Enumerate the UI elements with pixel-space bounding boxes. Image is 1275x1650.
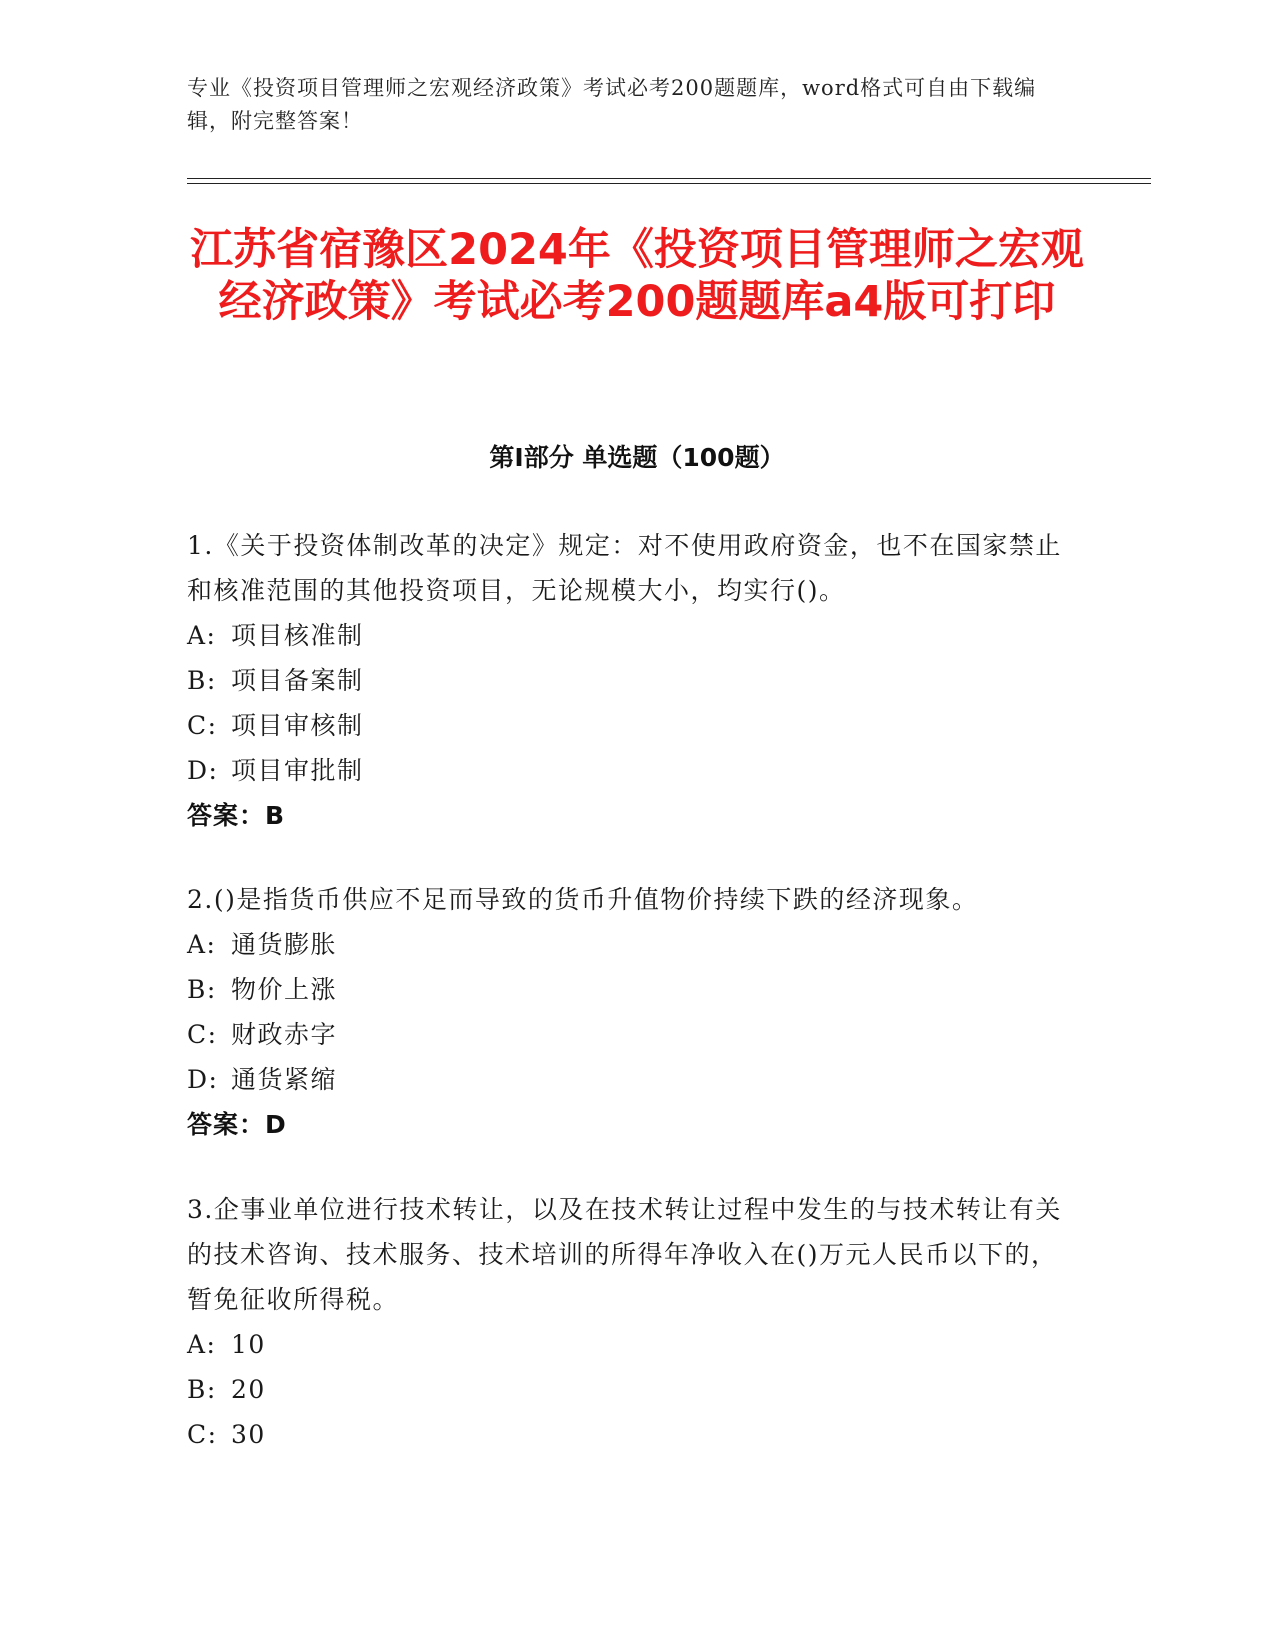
- option-d: [187, 748, 1067, 793]
- option-a: [187, 1322, 1067, 1367]
- option-b: [187, 1367, 1067, 1412]
- question-stem: 3.企事业单位进行技术转让，以及在技术转让过程中发生的与技术转让有关的技术咨询、技术服务、技术培训的所得年净收入在()万元人民币以下的，暂免征收所得税。: [187, 1195, 1062, 1314]
- question-stem: 2.()是指货币供应不足而导致的货币升值物价持续下跌的经济现象。: [187, 885, 979, 914]
- option-text: 10: [231, 1330, 266, 1359]
- option-b: [187, 658, 1067, 703]
- option-a: [187, 613, 1067, 658]
- answer-label: 答案：: [187, 1110, 266, 1139]
- option-c: [187, 1012, 1067, 1057]
- answer-value: B: [265, 801, 286, 830]
- option-c: [187, 1412, 1067, 1457]
- question-2: [187, 877, 1067, 1147]
- header-divider-top: [187, 178, 1151, 179]
- option-b: [187, 967, 1067, 1012]
- option-text: 项目审核制: [231, 711, 364, 740]
- document-title: 江苏省宿豫区2024年《投资项目管理师之宏观经济政策》考试必考200题题库a4版可打印: [190, 225, 1084, 327]
- option-text: 项目审批制: [231, 756, 364, 785]
- option-d: [187, 1057, 1067, 1102]
- option-a: [187, 922, 1067, 967]
- answer-value: D: [265, 1110, 287, 1139]
- option-letter: C:: [187, 1420, 218, 1449]
- header-divider-bottom: [187, 183, 1151, 184]
- section-title: 第I部分 单选题（100题）: [489, 443, 785, 472]
- option-letter: C:: [187, 1020, 218, 1049]
- option-letter: C:: [187, 711, 218, 740]
- option-text: 项目备案制: [231, 666, 364, 695]
- option-letter: B:: [187, 1375, 217, 1404]
- header-note: 专业《投资项目管理师之宏观经济政策》考试必考200题题库，word格式可自由下载编辑，附完整答案！: [187, 76, 1037, 133]
- answer-line: [187, 793, 1067, 838]
- option-letter: D:: [187, 756, 219, 785]
- question-1: [187, 523, 1067, 838]
- option-text: 通货紧缩: [231, 1065, 338, 1094]
- option-text: 30: [231, 1420, 266, 1449]
- option-text: 项目核准制: [231, 621, 364, 650]
- option-text: 物价上涨: [231, 975, 338, 1004]
- option-c: [187, 703, 1067, 748]
- option-text: 20: [231, 1375, 266, 1404]
- option-letter: D:: [187, 1065, 219, 1094]
- answer-label: 答案：: [187, 801, 266, 830]
- option-letter: A:: [187, 930, 217, 959]
- question-3: [187, 1187, 1067, 1457]
- answer-line: [187, 1102, 1067, 1147]
- question-stem: 1.《关于投资体制改革的决定》规定：对不使用政府资金，也不在国家禁止和核准范围的其他投资项目，无论规模大小，均实行()。: [187, 531, 1062, 605]
- option-letter: A:: [187, 621, 217, 650]
- option-letter: A:: [187, 1330, 217, 1359]
- option-letter: B:: [187, 975, 217, 1004]
- option-letter: B:: [187, 666, 217, 695]
- option-text: 通货膨胀: [231, 930, 338, 959]
- option-text: 财政赤字: [231, 1020, 338, 1049]
